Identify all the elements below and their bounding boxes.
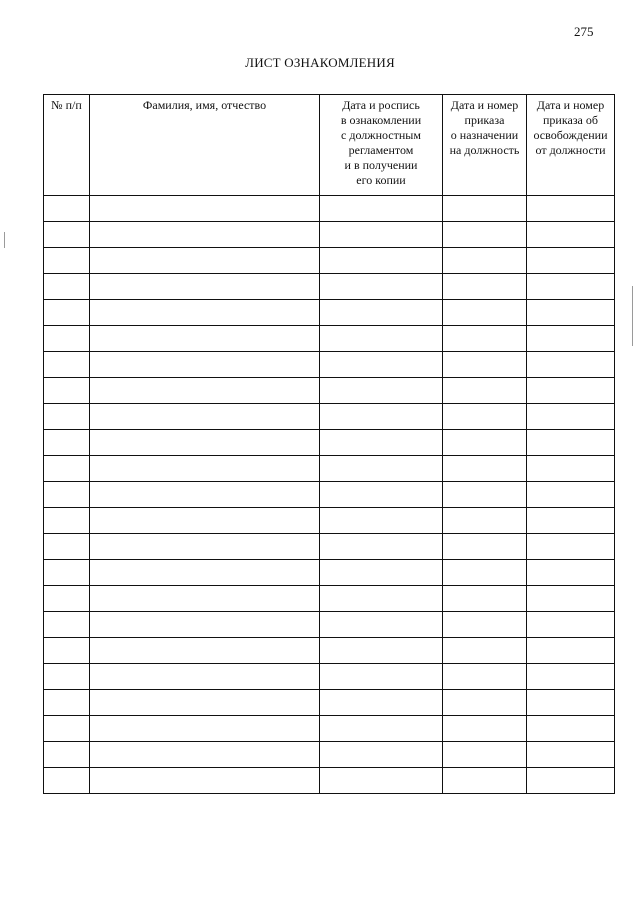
- table-row: [44, 638, 615, 664]
- cell-dismissal-order[interactable]: [527, 534, 615, 560]
- cell-number[interactable]: [44, 482, 90, 508]
- table-row: [44, 690, 615, 716]
- cell-number[interactable]: [44, 378, 90, 404]
- cell-signature-date[interactable]: [320, 508, 443, 534]
- cell-full-name[interactable]: [90, 612, 320, 638]
- table-body: [44, 196, 615, 794]
- cell-appointment-order[interactable]: [443, 768, 527, 794]
- cell-signature-date[interactable]: [320, 534, 443, 560]
- acquaintance-table: [43, 94, 615, 794]
- cell-number[interactable]: [44, 560, 90, 586]
- table-row: [44, 222, 615, 248]
- margin-mark-left: [4, 232, 5, 248]
- table-row: [44, 378, 615, 404]
- cell-appointment-order[interactable]: [443, 352, 527, 378]
- table-row: [44, 456, 615, 482]
- cell-dismissal-order[interactable]: [527, 482, 615, 508]
- cell-dismissal-order[interactable]: [527, 248, 615, 274]
- table-row: [44, 742, 615, 768]
- cell-signature-date[interactable]: [320, 638, 443, 664]
- cell-appointment-order[interactable]: [443, 196, 527, 222]
- table-row: [44, 300, 615, 326]
- cell-dismissal-order[interactable]: [527, 430, 615, 456]
- document-title: ЛИСТ ОЗНАКОМЛЕНИЯ: [245, 55, 395, 70]
- cell-full-name[interactable]: [90, 248, 320, 274]
- cell-number[interactable]: [44, 430, 90, 456]
- table-row: [44, 326, 615, 352]
- cell-number[interactable]: [44, 586, 90, 612]
- cell-dismissal-order[interactable]: [527, 300, 615, 326]
- cell-dismissal-order[interactable]: [527, 768, 615, 794]
- cell-signature-date[interactable]: [320, 196, 443, 222]
- cell-appointment-order[interactable]: [443, 560, 527, 586]
- cell-dismissal-order[interactable]: [527, 664, 615, 690]
- cell-appointment-order[interactable]: [443, 638, 527, 664]
- cell-full-name[interactable]: [90, 326, 320, 352]
- cell-signature-date[interactable]: [320, 586, 443, 612]
- table-row: [44, 482, 615, 508]
- cell-signature-date[interactable]: [320, 248, 443, 274]
- cell-number[interactable]: [44, 690, 90, 716]
- cell-number[interactable]: [44, 508, 90, 534]
- cell-full-name[interactable]: [90, 690, 320, 716]
- cell-number[interactable]: [44, 404, 90, 430]
- cell-full-name[interactable]: [90, 560, 320, 586]
- column-header-appointment-order: Дата и номер приказа о назначении на должность: [443, 95, 527, 196]
- cell-full-name[interactable]: [90, 716, 320, 742]
- cell-appointment-order[interactable]: [443, 586, 527, 612]
- cell-full-name[interactable]: [90, 456, 320, 482]
- cell-full-name[interactable]: [90, 664, 320, 690]
- cell-appointment-order[interactable]: [443, 482, 527, 508]
- column-header-full-name: Фамилия, имя, отчество: [90, 95, 320, 196]
- cell-signature-date[interactable]: [320, 274, 443, 300]
- cell-number[interactable]: [44, 664, 90, 690]
- cell-dismissal-order[interactable]: [527, 560, 615, 586]
- cell-appointment-order[interactable]: [443, 248, 527, 274]
- cell-number[interactable]: [44, 716, 90, 742]
- table-row: [44, 508, 615, 534]
- cell-number[interactable]: [44, 612, 90, 638]
- cell-appointment-order[interactable]: [443, 430, 527, 456]
- cell-signature-date[interactable]: [320, 742, 443, 768]
- cell-full-name[interactable]: [90, 508, 320, 534]
- cell-appointment-order[interactable]: [443, 222, 527, 248]
- cell-appointment-order[interactable]: [443, 378, 527, 404]
- table-row: [44, 430, 615, 456]
- cell-dismissal-order[interactable]: [527, 274, 615, 300]
- cell-appointment-order[interactable]: [443, 690, 527, 716]
- table-row: [44, 612, 615, 638]
- table-row: [44, 352, 615, 378]
- cell-appointment-order[interactable]: [443, 456, 527, 482]
- cell-appointment-order[interactable]: [443, 508, 527, 534]
- cell-signature-date[interactable]: [320, 430, 443, 456]
- table-row: [44, 664, 615, 690]
- cell-signature-date[interactable]: [320, 352, 443, 378]
- table-row: [44, 248, 615, 274]
- cell-number[interactable]: [44, 456, 90, 482]
- cell-number[interactable]: [44, 326, 90, 352]
- cell-appointment-order[interactable]: [443, 300, 527, 326]
- cell-number[interactable]: [44, 534, 90, 560]
- cell-appointment-order[interactable]: [443, 404, 527, 430]
- cell-signature-date[interactable]: [320, 664, 443, 690]
- cell-appointment-order[interactable]: [443, 612, 527, 638]
- table-row: [44, 404, 615, 430]
- cell-full-name[interactable]: [90, 378, 320, 404]
- cell-signature-date[interactable]: [320, 222, 443, 248]
- cell-dismissal-order[interactable]: [527, 404, 615, 430]
- cell-signature-date[interactable]: [320, 690, 443, 716]
- table-row: [44, 560, 615, 586]
- margin-mark-right: [632, 286, 633, 346]
- cell-dismissal-order[interactable]: [527, 222, 615, 248]
- page-number: 275: [574, 24, 594, 39]
- table-row: [44, 716, 615, 742]
- table-row: [44, 196, 615, 222]
- cell-dismissal-order[interactable]: [527, 326, 615, 352]
- cell-number[interactable]: [44, 742, 90, 768]
- cell-number[interactable]: [44, 638, 90, 664]
- cell-full-name[interactable]: [90, 404, 320, 430]
- table-row: [44, 534, 615, 560]
- cell-signature-date[interactable]: [320, 326, 443, 352]
- cell-full-name[interactable]: [90, 638, 320, 664]
- cell-full-name[interactable]: [90, 222, 320, 248]
- cell-dismissal-order[interactable]: [527, 638, 615, 664]
- cell-appointment-order[interactable]: [443, 274, 527, 300]
- cell-signature-date[interactable]: [320, 456, 443, 482]
- column-header-dismissal-order: Дата и номер приказа об освобождении от должности: [527, 95, 615, 196]
- cell-dismissal-order[interactable]: [527, 742, 615, 768]
- cell-dismissal-order[interactable]: [527, 716, 615, 742]
- table-row: [44, 586, 615, 612]
- cell-signature-date[interactable]: [320, 378, 443, 404]
- cell-dismissal-order[interactable]: [527, 352, 615, 378]
- cell-full-name[interactable]: [90, 768, 320, 794]
- cell-appointment-order[interactable]: [443, 664, 527, 690]
- cell-number[interactable]: [44, 768, 90, 794]
- table-row: [44, 274, 615, 300]
- cell-dismissal-order[interactable]: [527, 456, 615, 482]
- cell-full-name[interactable]: [90, 430, 320, 456]
- cell-number[interactable]: [44, 248, 90, 274]
- cell-full-name[interactable]: [90, 586, 320, 612]
- cell-full-name[interactable]: [90, 274, 320, 300]
- cell-number[interactable]: [44, 300, 90, 326]
- cell-full-name[interactable]: [90, 196, 320, 222]
- cell-full-name[interactable]: [90, 534, 320, 560]
- cell-number[interactable]: [44, 274, 90, 300]
- cell-full-name[interactable]: [90, 482, 320, 508]
- cell-full-name[interactable]: [90, 300, 320, 326]
- cell-dismissal-order[interactable]: [527, 508, 615, 534]
- cell-dismissal-order[interactable]: [527, 196, 615, 222]
- cell-signature-date[interactable]: [320, 404, 443, 430]
- cell-number[interactable]: [44, 222, 90, 248]
- cell-signature-date[interactable]: [320, 612, 443, 638]
- table-header-row: [44, 95, 615, 196]
- column-header-signature-date: Дата и роспись в ознакомлении с должностным регламентом и в получении его копии: [320, 95, 443, 196]
- cell-signature-date[interactable]: [320, 560, 443, 586]
- table-row: [44, 768, 615, 794]
- cell-full-name[interactable]: [90, 352, 320, 378]
- cell-number[interactable]: [44, 196, 90, 222]
- cell-signature-date[interactable]: [320, 768, 443, 794]
- cell-dismissal-order[interactable]: [527, 612, 615, 638]
- cell-dismissal-order[interactable]: [527, 378, 615, 404]
- cell-full-name[interactable]: [90, 742, 320, 768]
- cell-signature-date[interactable]: [320, 482, 443, 508]
- cell-dismissal-order[interactable]: [527, 586, 615, 612]
- cell-number[interactable]: [44, 352, 90, 378]
- cell-appointment-order[interactable]: [443, 534, 527, 560]
- cell-signature-date[interactable]: [320, 716, 443, 742]
- cell-appointment-order[interactable]: [443, 742, 527, 768]
- cell-appointment-order[interactable]: [443, 716, 527, 742]
- cell-signature-date[interactable]: [320, 300, 443, 326]
- cell-dismissal-order[interactable]: [527, 690, 615, 716]
- column-header-number: № п/п: [44, 95, 90, 196]
- cell-appointment-order[interactable]: [443, 326, 527, 352]
